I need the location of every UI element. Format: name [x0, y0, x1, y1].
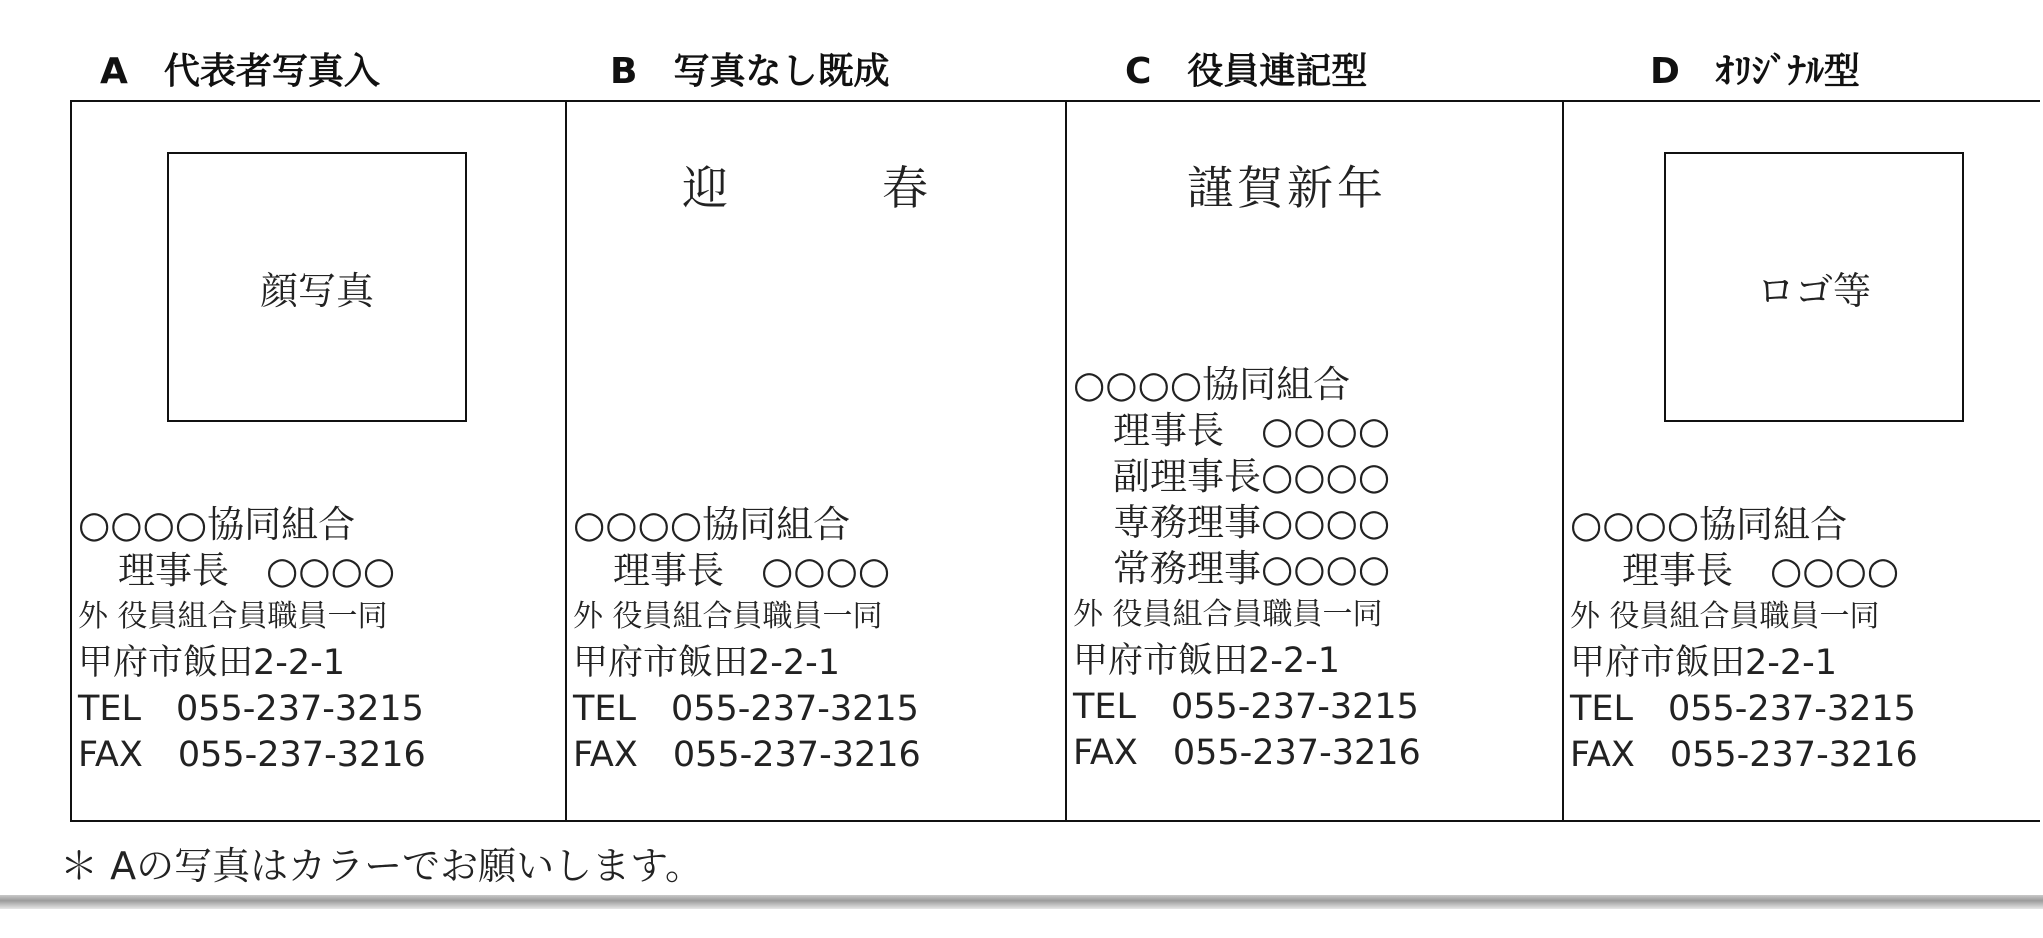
staff-line: 外 役員組合員職員一同: [1073, 597, 1383, 632]
card-c-text: [1073, 362, 1421, 776]
heading-type-b: B 写真なし既成: [610, 51, 890, 92]
logo-label: ロゴ等: [1756, 268, 1871, 313]
tel: TEL 055-237-3215: [573, 689, 919, 729]
address: 甲府市飯田2-2-1: [573, 643, 841, 683]
org-name: ○○○○協同組合: [1570, 503, 1848, 546]
heading-type-c: C 役員連記型: [1125, 51, 1368, 92]
greeting-kingashinnen: 謹賀新年: [1187, 161, 1387, 215]
fax: FAX 055-237-3216: [573, 735, 921, 775]
greeting-geishun: 迎 春: [682, 161, 932, 215]
card-a: [70, 102, 565, 820]
officer-line: 常務理事○○○○: [1113, 547, 1391, 590]
staff-line: 外 役員組合員職員一同: [1570, 599, 1880, 634]
fax: FAX 055-237-3216: [1570, 735, 1918, 775]
face-photo-placeholder: [167, 152, 467, 422]
staff-line: 外 役員組合員職員一同: [573, 599, 883, 634]
card-b-text: [573, 502, 921, 778]
chair-name: 理事長 ○○○○: [613, 549, 891, 592]
chair-name: 理事長 ○○○○: [118, 549, 396, 592]
address: 甲府市飯田2-2-1: [1570, 643, 1838, 683]
heading-type-a: A 代表者写真入: [100, 51, 380, 92]
address: 甲府市飯田2-2-1: [78, 643, 346, 683]
fax: FAX 055-237-3216: [78, 735, 426, 775]
heading-type-d: D ｵﾘｼﾞﾅﾙ型: [1650, 51, 1860, 92]
address: 甲府市飯田2-2-1: [1073, 641, 1341, 681]
card-samples: [70, 100, 2040, 822]
tel: TEL 055-237-3215: [1570, 689, 1916, 729]
card-c: [1065, 102, 1562, 820]
officer-line: 理事長 ○○○○: [1113, 409, 1391, 452]
bottom-divider: [0, 895, 2043, 909]
type-headings: [70, 42, 2010, 102]
card-b: [565, 102, 1065, 820]
card-d: [1562, 102, 2040, 820]
chair-name: 理事長 ○○○○: [1622, 549, 1900, 592]
tel: TEL 055-237-3215: [78, 689, 424, 729]
officer-line: 専務理事○○○○: [1113, 501, 1391, 544]
fax: FAX 055-237-3216: [1073, 733, 1421, 773]
officer-line: 副理事長○○○○: [1113, 455, 1391, 498]
staff-line: 外 役員組合員職員一同: [78, 599, 388, 634]
org-name: ○○○○協同組合: [573, 503, 851, 546]
org-name: ○○○○協同組合: [1073, 363, 1351, 406]
card-d-text: [1570, 502, 1918, 778]
card-a-text: [78, 502, 426, 778]
footnote: ＊ Aの写真はカラーでお願いします。: [60, 844, 704, 888]
face-photo-label: 顔写真: [259, 268, 374, 313]
org-name: ○○○○協同組合: [78, 503, 356, 546]
tel: TEL 055-237-3215: [1073, 687, 1419, 727]
logo-placeholder: [1664, 152, 1964, 422]
